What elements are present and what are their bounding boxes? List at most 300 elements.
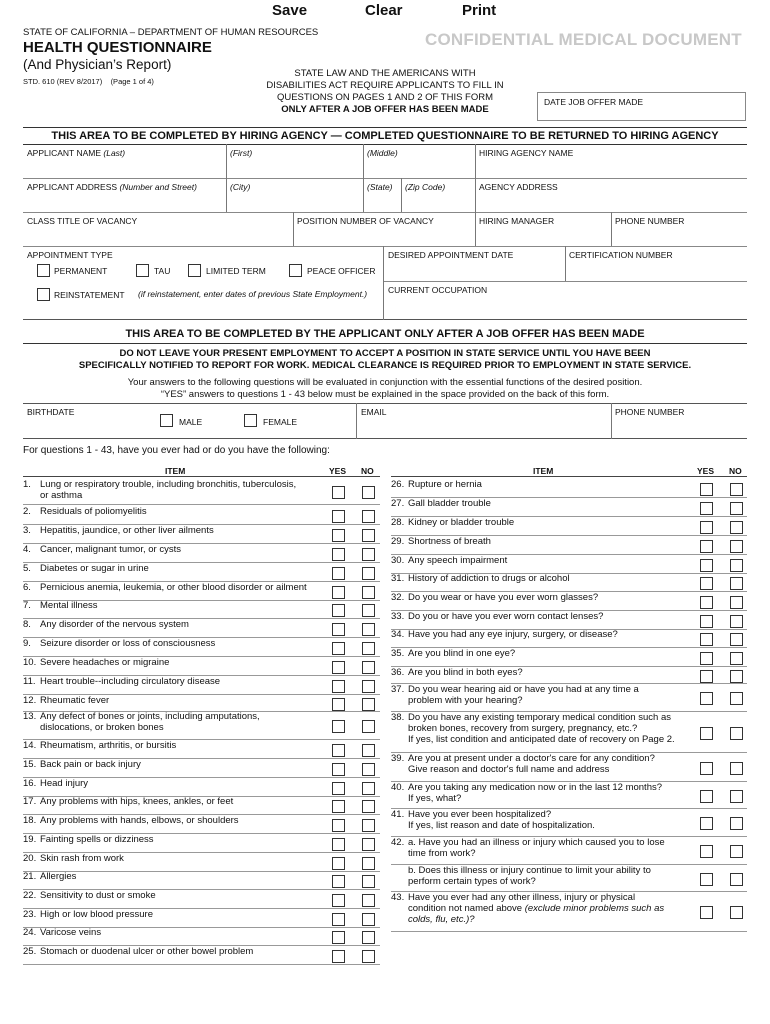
agency-line: STATE OF CALIFORNIA – DEPARTMENT OF HUMAN RESOURCES [23,27,319,38]
question-line: Any speech impairment [408,555,508,566]
current-occupation-label: CURRENT OCCUPATION [388,285,488,295]
question-line: History of addiction to drugs or alcohol [408,573,570,584]
notice-line: QUESTIONS ON PAGES 1 AND 2 OF THIS FORM [276,92,494,103]
question-row [391,753,696,775]
yes-checkbox[interactable] [700,559,713,572]
agency-banner: THIS AREA TO BE COMPLETED BY HIRING AGENCY — COMPLETED QUESTIONNAIRE TO BE RETURNED TO HIRING AGENCY [51,130,719,142]
question-row [391,712,696,745]
warning-line-1: DO NOT LEAVE YOUR PRESENT EMPLOYMENT TO ACCEPT A POSITION IN STATE SERVICE UNTIL YOU HAVE BEEN [119,348,651,359]
appointment-type-label: APPOINTMENT TYPE [27,250,113,260]
yes-checkbox[interactable] [332,950,345,963]
first-name-label: (First) [230,148,253,158]
notice-bold: ONLY AFTER A JOB OFFER HAS BEEN MADE [281,104,489,115]
question-row [23,834,328,845]
left-item-header: ITEM [165,466,186,476]
yes-checkbox[interactable] [332,875,345,888]
question-number: 33. [391,611,405,622]
question-line: b. Does this illness or injury continue to limit your ability to [408,865,651,876]
no-checkbox[interactable] [730,483,743,496]
yes-checkbox[interactable] [700,502,713,515]
no-checkbox[interactable] [730,559,743,572]
yes-checkbox[interactable] [332,838,345,851]
yes-checkbox[interactable] [332,744,345,757]
no-checkbox[interactable] [362,623,375,636]
question-text [391,753,696,764]
question-text [23,740,328,751]
question-text [391,865,696,876]
question-text [391,892,696,903]
no-checkbox[interactable] [362,913,375,926]
reinstatement-label: REINSTATEMENT [54,290,125,300]
question-row [23,676,328,687]
question-row [391,555,696,566]
page-subtitle: (And Physician’s Report) [23,57,172,72]
yes-checkbox[interactable] [700,483,713,496]
yes-checkbox[interactable] [332,586,345,599]
question-text [391,734,696,745]
question-text [391,592,696,603]
clear-button[interactable]: Clear [365,2,403,19]
question-text [23,676,328,687]
question-line: or asthma [40,490,83,501]
question-line: problem with your hearing? [408,695,523,706]
no-checkbox[interactable] [362,548,375,561]
no-checkbox[interactable] [362,510,375,523]
tau-checkbox[interactable] [136,264,149,277]
question-number: 10. [23,657,37,668]
right-no-header: NO [729,466,742,476]
applicant-phone-label: PHONE NUMBER [615,407,685,417]
yes-checkbox[interactable] [332,720,345,733]
question-number: 40. [391,782,405,793]
question-number: 28. [391,517,405,528]
limited-term-label: LIMITED TERM [206,266,266,276]
question-line: Have you ever been hospitalized? [408,809,552,820]
question-text [23,796,328,807]
no-checkbox[interactable] [730,596,743,609]
peace-officer-label: PEACE OFFICER [307,266,376,276]
question-text [391,837,696,848]
question-number: 22. [23,890,37,901]
question-line: Any problems with hips, knees, ankles, or feet [40,796,234,807]
no-checkbox[interactable] [362,698,375,711]
info-line-1: Your answers to the following questions will be evaluated in conjunction with the essential functions of the desired position. [127,377,643,388]
question-text [23,619,328,630]
no-checkbox[interactable] [730,906,743,919]
question-text [23,853,328,864]
confidential-label: CONFIDENTIAL MEDICAL DOCUMENT [425,30,742,49]
yes-checkbox[interactable] [332,604,345,617]
question-line: Gall bladder trouble [408,498,491,509]
no-checkbox[interactable] [730,873,743,886]
question-text [23,657,328,668]
question-number: 2. [23,506,31,517]
question-number: 24. [23,927,37,938]
question-row [391,536,696,547]
desired-date-label: DESIRED APPOINTMENT DATE [388,250,514,260]
yes-checkbox[interactable] [700,577,713,590]
question-line: Rheumatism, arthritis, or bursitis [40,740,177,751]
yes-checkbox[interactable] [700,596,713,609]
hiring-agency-name-label: HIRING AGENCY NAME [479,148,574,158]
question-row [23,657,328,668]
no-checkbox[interactable] [362,529,375,542]
yes-checkbox[interactable] [700,790,713,803]
question-number: 36. [391,667,405,678]
print-button[interactable]: Print [462,2,497,19]
no-checkbox[interactable] [362,586,375,599]
question-line: Do you or have you ever worn contact lenses? [408,611,604,622]
question-number: 26. [391,479,405,490]
question-text [23,490,328,501]
question-line: dislocations, or broken bones [40,722,164,733]
question-row [23,778,328,789]
question-row [23,563,328,574]
save-button[interactable]: Save [272,2,308,19]
question-number: 19. [23,834,37,845]
no-checkbox[interactable] [730,502,743,515]
question-number: 31. [391,573,405,584]
yes-checkbox[interactable] [332,698,345,711]
question-row [23,711,328,733]
question-line: Do you have any existing temporary medical condition such as [408,712,671,723]
question-line: If yes, list condition and anticipated date of recovery on Page 2. [408,734,675,745]
yes-checkbox[interactable] [332,931,345,944]
question-row [391,809,696,831]
question-number: 4. [23,544,31,555]
yes-checkbox[interactable] [332,819,345,832]
no-checkbox[interactable] [730,692,743,705]
applicant-banner: THIS AREA TO BE COMPLETED BY THE APPLICANT ONLY AFTER A JOB OFFER HAS BEEN MADE [125,328,645,340]
question-number: 29. [391,536,405,547]
yes-checkbox[interactable] [332,486,345,499]
question-text [23,778,328,789]
question-line: Lung or respiratory trouble, including bronchitis, tuberculosis, [40,479,297,490]
question-line: Back pain or back injury [40,759,141,770]
yes-checkbox[interactable] [332,894,345,907]
question-text [391,903,696,914]
yes-checkbox[interactable] [332,510,345,523]
question-text [23,759,328,770]
question-text [391,820,696,831]
no-checkbox[interactable] [362,800,375,813]
question-line: Shortness of breath [408,536,491,547]
question-text [391,629,696,640]
no-checkbox[interactable] [362,661,375,674]
question-text [23,544,328,555]
page-title: HEALTH QUESTIONNAIRE [23,39,212,56]
permanent-label: PERMANENT [54,266,108,276]
question-text [391,479,696,490]
question-number: 17. [23,796,37,807]
no-checkbox[interactable] [362,894,375,907]
question-line: Mental illness [40,600,98,611]
question-row [391,498,696,509]
email-label: EMAIL [361,407,387,417]
question-number: 43. [391,892,405,903]
yes-checkbox[interactable] [700,540,713,553]
yes-checkbox[interactable] [700,906,713,919]
permanent-checkbox[interactable] [37,264,50,277]
question-number: 1. [23,479,31,490]
yes-checkbox[interactable] [700,845,713,858]
question-row [23,506,328,517]
question-text [391,536,696,547]
right-item-header: ITEM [533,466,554,476]
question-line: Sensitivity to dust or smoke [40,890,156,901]
yes-checkbox[interactable] [332,529,345,542]
no-checkbox[interactable] [362,486,375,499]
question-line: Diabetes or sugar in urine [40,563,149,574]
no-checkbox[interactable] [362,567,375,580]
yes-checkbox[interactable] [700,727,713,740]
zip-label: (Zip Code) [405,182,446,192]
yes-checkbox[interactable] [332,567,345,580]
applicant-address-label: APPLICANT ADDRESS (Number and Street) [27,182,197,192]
no-checkbox[interactable] [362,604,375,617]
question-row [23,890,328,901]
question-row [23,946,328,957]
question-text [23,909,328,920]
yes-checkbox[interactable] [700,652,713,665]
question-text [23,890,328,901]
no-checkbox[interactable] [362,875,375,888]
question-text [23,946,328,957]
form-id [23,77,154,86]
question-text [391,611,696,622]
question-line: Are you blind in both eyes? [408,667,523,678]
yes-checkbox[interactable] [332,548,345,561]
question-text [391,573,696,584]
question-text [23,871,328,882]
male-checkbox[interactable] [160,414,173,427]
question-line: Severe headaches or migraine [40,657,170,668]
male-label: MALE [179,417,203,427]
question-line: Cancer, malignant tumor, or cysts [40,544,181,555]
question-number: 27. [391,498,405,509]
yes-checkbox[interactable] [332,913,345,926]
left-yes-header: YES [329,466,347,476]
question-text [23,638,328,649]
no-checkbox[interactable] [362,642,375,655]
yes-checkbox[interactable] [332,800,345,813]
yes-checkbox[interactable] [700,521,713,534]
reinstatement-note: (if reinstatement, enter dates of previous State Employment.) [138,289,368,299]
question-number: 35. [391,648,405,659]
question-row [391,479,696,490]
no-checkbox[interactable] [730,727,743,740]
question-text [23,506,328,517]
question-line: Head injury [40,778,89,789]
question-line: broken bones, recovery from surgery, pregnancy, etc.? [408,723,638,734]
yes-checkbox[interactable] [332,680,345,693]
question-row [23,796,328,807]
question-line: Residuals of poliomyelitis [40,506,147,517]
question-text [391,684,696,695]
question-number: 42. [391,837,405,848]
no-checkbox[interactable] [362,838,375,851]
no-checkbox[interactable] [730,817,743,830]
question-line: Rupture or hernia [408,479,482,490]
question-row [391,611,696,622]
no-checkbox[interactable] [730,762,743,775]
question-line: Stomach or duodenal ulcer or other bowel problem [40,946,254,957]
question-text [391,498,696,509]
question-line: If yes, list reason and date of hospitalization. [408,820,595,831]
yes-checkbox[interactable] [332,642,345,655]
tau-label: TAU [154,266,171,276]
question-row [23,544,328,555]
no-checkbox[interactable] [730,845,743,858]
question-text [391,712,696,723]
question-text [391,782,696,793]
question-line: Any problems with hands, elbows, or shoulders [40,815,239,826]
no-checkbox[interactable] [362,931,375,944]
question-number: 16. [23,778,37,789]
yes-checkbox[interactable] [700,762,713,775]
no-checkbox[interactable] [730,670,743,683]
question-number: 14. [23,740,37,751]
row-divider [23,504,380,505]
reinstatement-checkbox[interactable] [37,288,50,301]
question-text [391,914,696,925]
no-checkbox[interactable] [730,652,743,665]
yes-checkbox[interactable] [332,763,345,776]
no-checkbox[interactable] [362,857,375,870]
question-number: 8. [23,619,31,630]
question-row [391,667,696,678]
right-yes-header: YES [697,466,715,476]
question-number: 20. [23,853,37,864]
question-row [23,619,328,630]
question-row [23,815,328,826]
question-number: 38. [391,712,405,723]
no-checkbox[interactable] [362,680,375,693]
notice-line: DISABILITIES ACT REQUIRE APPLICANTS TO FILL IN [266,80,504,91]
questions-intro: For questions 1 - 43, have you ever had or do you have the following: [23,445,330,456]
hiring-manager-label: HIRING MANAGER [479,216,555,226]
row-divider [391,931,747,932]
question-row [23,871,328,882]
question-text [391,848,696,859]
question-row [391,517,696,528]
yes-checkbox[interactable] [332,857,345,870]
yes-checkbox[interactable] [700,817,713,830]
date-job-offer-field[interactable] [537,92,746,121]
position-number-label: POSITION NUMBER OF VACANCY [297,216,434,226]
question-row [23,525,328,536]
peace-officer-checkbox[interactable] [289,264,302,277]
question-text [23,479,328,490]
law-notice [245,68,525,116]
no-checkbox[interactable] [730,521,743,534]
question-text [391,695,696,706]
no-checkbox[interactable] [362,950,375,963]
yes-checkbox[interactable] [332,782,345,795]
city-label: (City) [230,182,251,192]
yes-checkbox[interactable] [332,661,345,674]
question-number: 3. [23,525,31,536]
yes-checkbox[interactable] [700,633,713,646]
question-line: Give reason and doctor's full name and address [408,764,610,775]
question-row [23,909,328,920]
no-checkbox[interactable] [730,615,743,628]
question-line: Are you blind in one eye? [408,648,516,659]
question-number: 23. [23,909,37,920]
question-line: If yes, what? [408,793,462,804]
question-text [23,695,328,706]
question-row [23,638,328,649]
question-line: Hepatitis, jaundice, or other liver ailments [40,525,214,536]
question-number: 7. [23,600,31,611]
class-title-label: CLASS TITLE OF VACANCY [27,216,138,226]
question-number: 21. [23,871,37,882]
question-number: 5. [23,563,31,574]
question-number: 11. [23,676,36,687]
question-text [391,764,696,775]
question-line: Pernicious anemia, leukemia, or other blood disorder or ailment [40,582,307,593]
question-line: condition not named above [408,903,523,914]
question-italic-note: (exclude minor problems such as [522,903,665,914]
yes-checkbox[interactable] [700,873,713,886]
question-line: Any defect of bones or joints, including amputations, [40,711,260,722]
question-row [23,582,328,593]
yes-checkbox[interactable] [332,623,345,636]
question-number: 41. [391,809,405,820]
question-text [391,723,696,734]
form-number: STD. 610 (REV 8/2017) [23,77,103,86]
no-checkbox[interactable] [362,819,375,832]
question-row [391,782,696,804]
no-checkbox[interactable] [362,744,375,757]
question-number: 6. [23,582,31,593]
yes-checkbox[interactable] [700,692,713,705]
question-number: 9. [23,638,31,649]
question-line: Have you had any eye injury, surgery, or disease? [408,629,618,640]
page-indicator: (Page 1 of 4) [110,77,154,86]
no-checkbox[interactable] [730,790,743,803]
limited-term-checkbox[interactable] [188,264,201,277]
yes-checkbox[interactable] [700,670,713,683]
no-checkbox[interactable] [362,782,375,795]
question-text [23,711,328,722]
question-text [23,600,328,611]
question-row [23,853,328,864]
question-line: High or low blood pressure [40,909,154,920]
question-row [391,684,696,706]
question-line: a. Have you had an illness or injury which caused you to lose [408,837,665,848]
no-checkbox[interactable] [730,577,743,590]
question-line: Do you wear or have you ever worn glasses? [408,592,599,603]
question-text [391,555,696,566]
no-checkbox[interactable] [730,633,743,646]
no-checkbox[interactable] [730,540,743,553]
no-checkbox[interactable] [362,763,375,776]
question-number: 30. [391,555,405,566]
female-checkbox[interactable] [244,414,257,427]
question-row [391,629,696,640]
no-checkbox[interactable] [362,720,375,733]
agency-address-label: AGENCY ADDRESS [479,182,558,192]
question-line: time from work? [408,848,476,859]
yes-checkbox[interactable] [700,615,713,628]
question-text [391,793,696,804]
question-number: 32. [391,592,405,603]
agency-phone-label: PHONE NUMBER [615,216,685,226]
question-line: Rheumatic fever [40,695,110,706]
question-row [23,479,328,501]
question-line: colds, flu, etc.)? [408,914,475,925]
